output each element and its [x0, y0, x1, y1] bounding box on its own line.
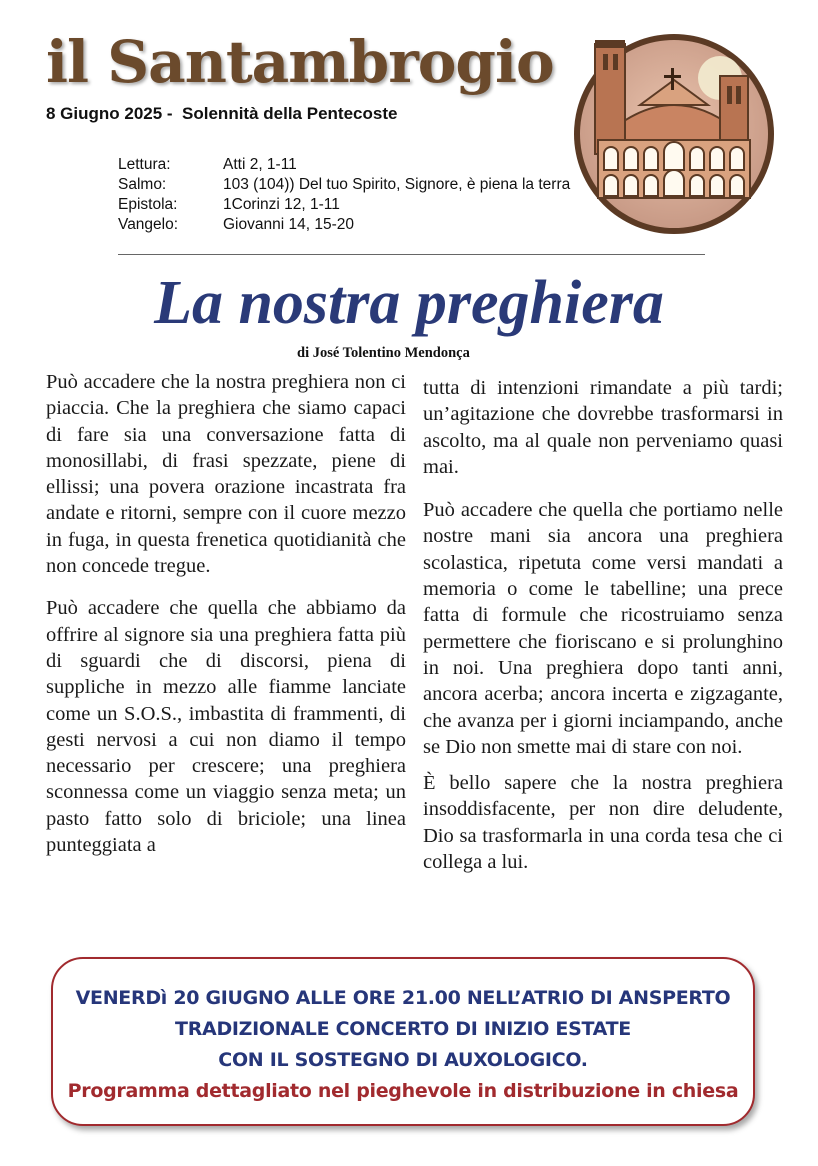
- article-paragraph: Può accadere che quella che abbiamo da offrire al signore sia una preghiera fatta più di sguardi che di discorsi, piena di suppliche in mezzo alle fiamme lanciate come un S.O.S., imbastita di frammenti, di gesti nervosi a cui non diamo il tempo necessario per crescere; una preghiera sconnessa come un viaggio senza meta; un pasto fatto solo di briciole; una linea punteggiata a: [46, 597, 406, 857]
- concert-notice-box: [51, 957, 755, 1126]
- notice-line: VENERDì 20 GIUGNO ALLE ORE 21.00 NELL’ATRIO DI ANSPERTO: [75, 987, 731, 1009]
- notice-line: TRADIZIONALE CONCERTO DI INIZIO ESTATE: [175, 1018, 631, 1040]
- reading-row-lettura: [118, 155, 570, 175]
- basilica-logo-icon: [570, 30, 778, 238]
- notice-line: CON IL SOSTEGNO DI AUXOLOGICO.: [218, 1049, 588, 1071]
- reading-value: Atti 2, 1-11: [223, 156, 297, 173]
- article-paragraph: tutta di intenzioni rimandate a più tardi; un’agitazione che dovrebbe trasformarsi in ascolto, ma al quale non perveniamo quasi mai.: [423, 377, 783, 478]
- notice-program-line: Programma dettagliato nel pieghevole in distribuzione in chiesa: [67, 1080, 739, 1102]
- article-title: La nostra preghiera: [154, 269, 664, 337]
- readings-list: [118, 155, 570, 235]
- reading-value: Giovanni 14, 15-20: [223, 216, 354, 233]
- reading-label: Epistola:: [118, 196, 178, 213]
- article-column-left: [46, 369, 406, 858]
- reading-label: Lettura:: [118, 156, 171, 173]
- article-paragraph: È bello sapere che la nostra preghiera insoddisfacente, per non dire deludente, Dio sa trasformarla in una corda tesa che ci collega a lui.: [423, 772, 783, 874]
- reading-row-salmo: [118, 175, 570, 195]
- article-column-right: [423, 375, 783, 875]
- reading-value: 1Corinzi 12, 1-11: [223, 196, 340, 213]
- article-paragraph: Può accadere che quella che portiamo nelle nostre mani sia ancora una preghiera scolastica, ripetuta come versi mandati a memoria o come le tabelline; una prece fatta di formule che ricostruiamo senza permettere che fioriscano e si prolunghino in noi. Una preghiera dopo tanti anni, ancora acerba; ancora incerta e zigzagante, che avanza per i giorni inciampando, anche se Dio non smette mai di stare con noi.: [423, 499, 783, 758]
- reading-row-epistola: [118, 195, 570, 215]
- reading-label: Salmo:: [118, 176, 167, 193]
- header-divider: [118, 254, 705, 255]
- masthead-title: il Santambrogio: [46, 28, 554, 96]
- article-byline: di José Tolentino Mendonça: [297, 345, 470, 361]
- reading-value: 103 (104)) Del tuo Spirito, Signore, è piena la terra: [223, 176, 571, 193]
- article-paragraph: Può accadere che la nostra preghiera non ci piaccia. Che la preghiera che siamo capaci di fare sia una conversazione fatta di monosillabi, di frasi spezzate, piene di ellissi; una povera orazione incastrata fra andate e ritorni, sempre con il cuore mezzo in fuga, in questa frenetica quotidianità che non concede tregue.: [46, 371, 406, 578]
- dateline: 8 Giugno 2025 - Solennità della Pentecoste: [46, 104, 398, 123]
- reading-label: Vangelo:: [118, 216, 179, 233]
- reading-row-vangelo: [118, 215, 570, 235]
